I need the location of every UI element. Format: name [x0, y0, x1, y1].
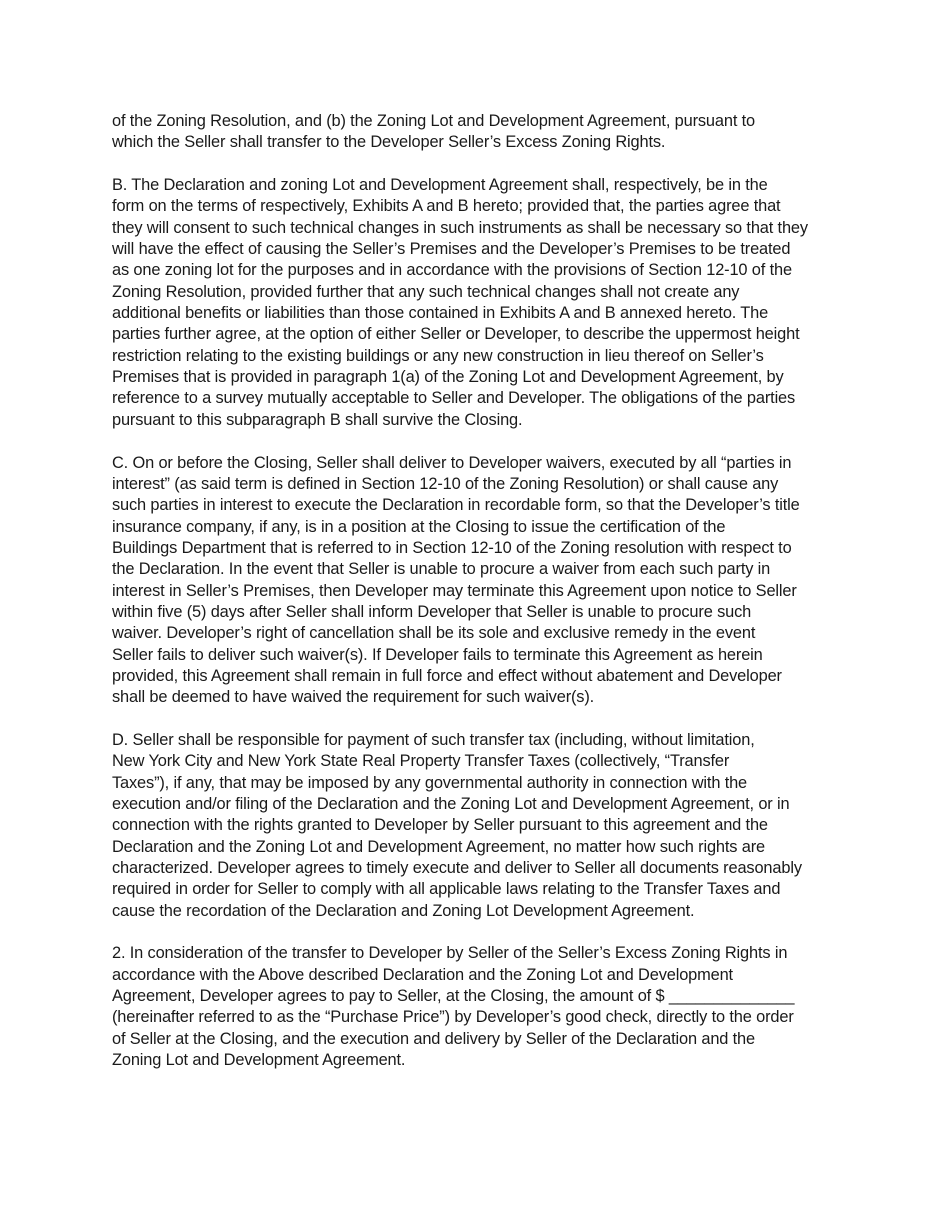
- text-line: 2. In consideration of the transfer to Developer by Seller of the Seller’s Excess Zoning Rights in: [112, 944, 788, 963]
- paragraph-d: [112, 730, 840, 922]
- text-line: C. On or before the Closing, Seller shall deliver to Developer waivers, executed by all “parties in: [112, 453, 792, 472]
- text-line: required in order for Seller to comply with all applicable laws relating to the Transfer Taxes and: [112, 880, 781, 899]
- text-line: which the Seller shall transfer to the Developer Seller’s Excess Zoning Rights.: [112, 133, 666, 152]
- text-line: such parties in interest to execute the Declaration in recordable form, so that the Developer’s title: [112, 496, 800, 515]
- text-line: Seller fails to deliver such waiver(s). If Developer fails to terminate this Agreement as herein: [112, 645, 763, 664]
- text-line: of Seller at the Closing, and the execution and delivery by Seller of the Declaration and the: [112, 1029, 755, 1048]
- paragraph-spacer: [112, 154, 840, 175]
- text-line: Agreement, Developer agrees to pay to Seller, at the Closing, the amount of $ ______________: [112, 987, 795, 1006]
- text-line: form on the terms of respectively, Exhibits A and B hereto; provided that, the parties agree that: [112, 197, 781, 216]
- text-line: pursuant to this subparagraph B shall survive the Closing.: [112, 410, 523, 429]
- paragraph-spacer: [112, 922, 840, 943]
- text-line: of the Zoning Resolution, and (b) the Zoning Lot and Development Agreement, pursuant to: [112, 112, 755, 130]
- text-line: accordance with the Above described Declaration and the Zoning Lot and Development: [112, 965, 733, 984]
- text-line: (hereinafter referred to as the “Purchase Price”) by Developer’s good check, directly to the order: [112, 1008, 794, 1027]
- text-line: the Declaration. In the event that Seller is unable to procure a waiver from each such party in: [112, 560, 771, 579]
- text-line: reference to a survey mutually acceptable to Seller and Developer. The obligations of the parties: [112, 389, 796, 408]
- text-line: restriction relating to the existing buildings or any new construction in lieu thereof on Seller’s: [112, 346, 764, 365]
- text-line: Declaration and the Zoning Lot and Development Agreement, no matter how such rights are: [112, 837, 765, 856]
- text-line: parties further agree, at the option of either Seller or Developer, to describe the uppermost height: [112, 325, 800, 344]
- text-line: interest” (as said term is defined in Section 12-10 of the Zoning Resolution) or shall cause any: [112, 474, 779, 493]
- text-line: waiver. Developer’s right of cancellation shall be its sole and exclusive remedy in the event: [112, 624, 756, 643]
- document-body: [112, 111, 840, 1071]
- text-line: provided, this Agreement shall remain in full force and effect without abatement and Developer: [112, 666, 782, 685]
- text-line: Zoning Lot and Development Agreement.: [112, 1051, 406, 1070]
- text-line: Taxes”), if any, that may be imposed by any governmental authority in connection with the: [112, 773, 748, 792]
- text-line: cause the recordation of the Declaration and Zoning Lot Development Agreement.: [112, 901, 695, 920]
- text-line: Premises that is provided in paragraph 1(a) of the Zoning Lot and Development Agreement, by: [112, 368, 784, 387]
- text-line: they will consent to such technical changes in such instruments as shall be necessary so that they: [112, 218, 808, 237]
- text-line: Zoning Resolution, provided further that any such technical changes shall not create any: [112, 282, 740, 301]
- paragraph-spacer: [112, 431, 840, 452]
- text-line: shall be deemed to have waived the requirement for such waiver(s).: [112, 688, 595, 707]
- paragraph-2: [112, 943, 840, 1071]
- text-line: characterized. Developer agrees to timely execute and deliver to Seller all documents reasonably: [112, 859, 802, 878]
- intro-continuation: [112, 111, 840, 154]
- text-line: connection with the rights granted to Developer by Seller pursuant to this agreement and the: [112, 816, 768, 835]
- text-line: B. The Declaration and zoning Lot and Development Agreement shall, respectively, be in the: [112, 176, 768, 195]
- text-line: within five (5) days after Seller shall inform Developer that Seller is unable to procure such: [112, 602, 752, 621]
- text-line: additional benefits or liabilities than those contained in Exhibits A and B annexed hereto. The: [112, 304, 769, 323]
- paragraph-spacer: [112, 709, 840, 730]
- text-line: will have the effect of causing the Seller’s Premises and the Developer’s Premises to be treated: [112, 240, 791, 259]
- text-line: interest in Seller’s Premises, then Developer may terminate this Agreement upon notice to Seller: [112, 581, 797, 600]
- paragraph-c: [112, 453, 840, 709]
- text-line: execution and/or filing of the Declaration and the Zoning Lot and Development Agreement, or in: [112, 795, 790, 813]
- text-line: D. Seller shall be responsible for payment of such transfer tax (including, without limitation,: [112, 730, 755, 749]
- text-line: New York City and New York State Real Property Transfer Taxes (collectively, “Transfer: [112, 752, 730, 771]
- text-line: Buildings Department that is referred to in Section 12-10 of the Zoning resolution with respect to: [112, 538, 792, 557]
- text-line: as one zoning lot for the purposes and in accordance with the provisions of Section 12-10 of the: [112, 261, 792, 280]
- paragraph-b: [112, 175, 840, 431]
- text-line: insurance company, if any, is in a position at the Closing to issue the certification of the: [112, 517, 726, 536]
